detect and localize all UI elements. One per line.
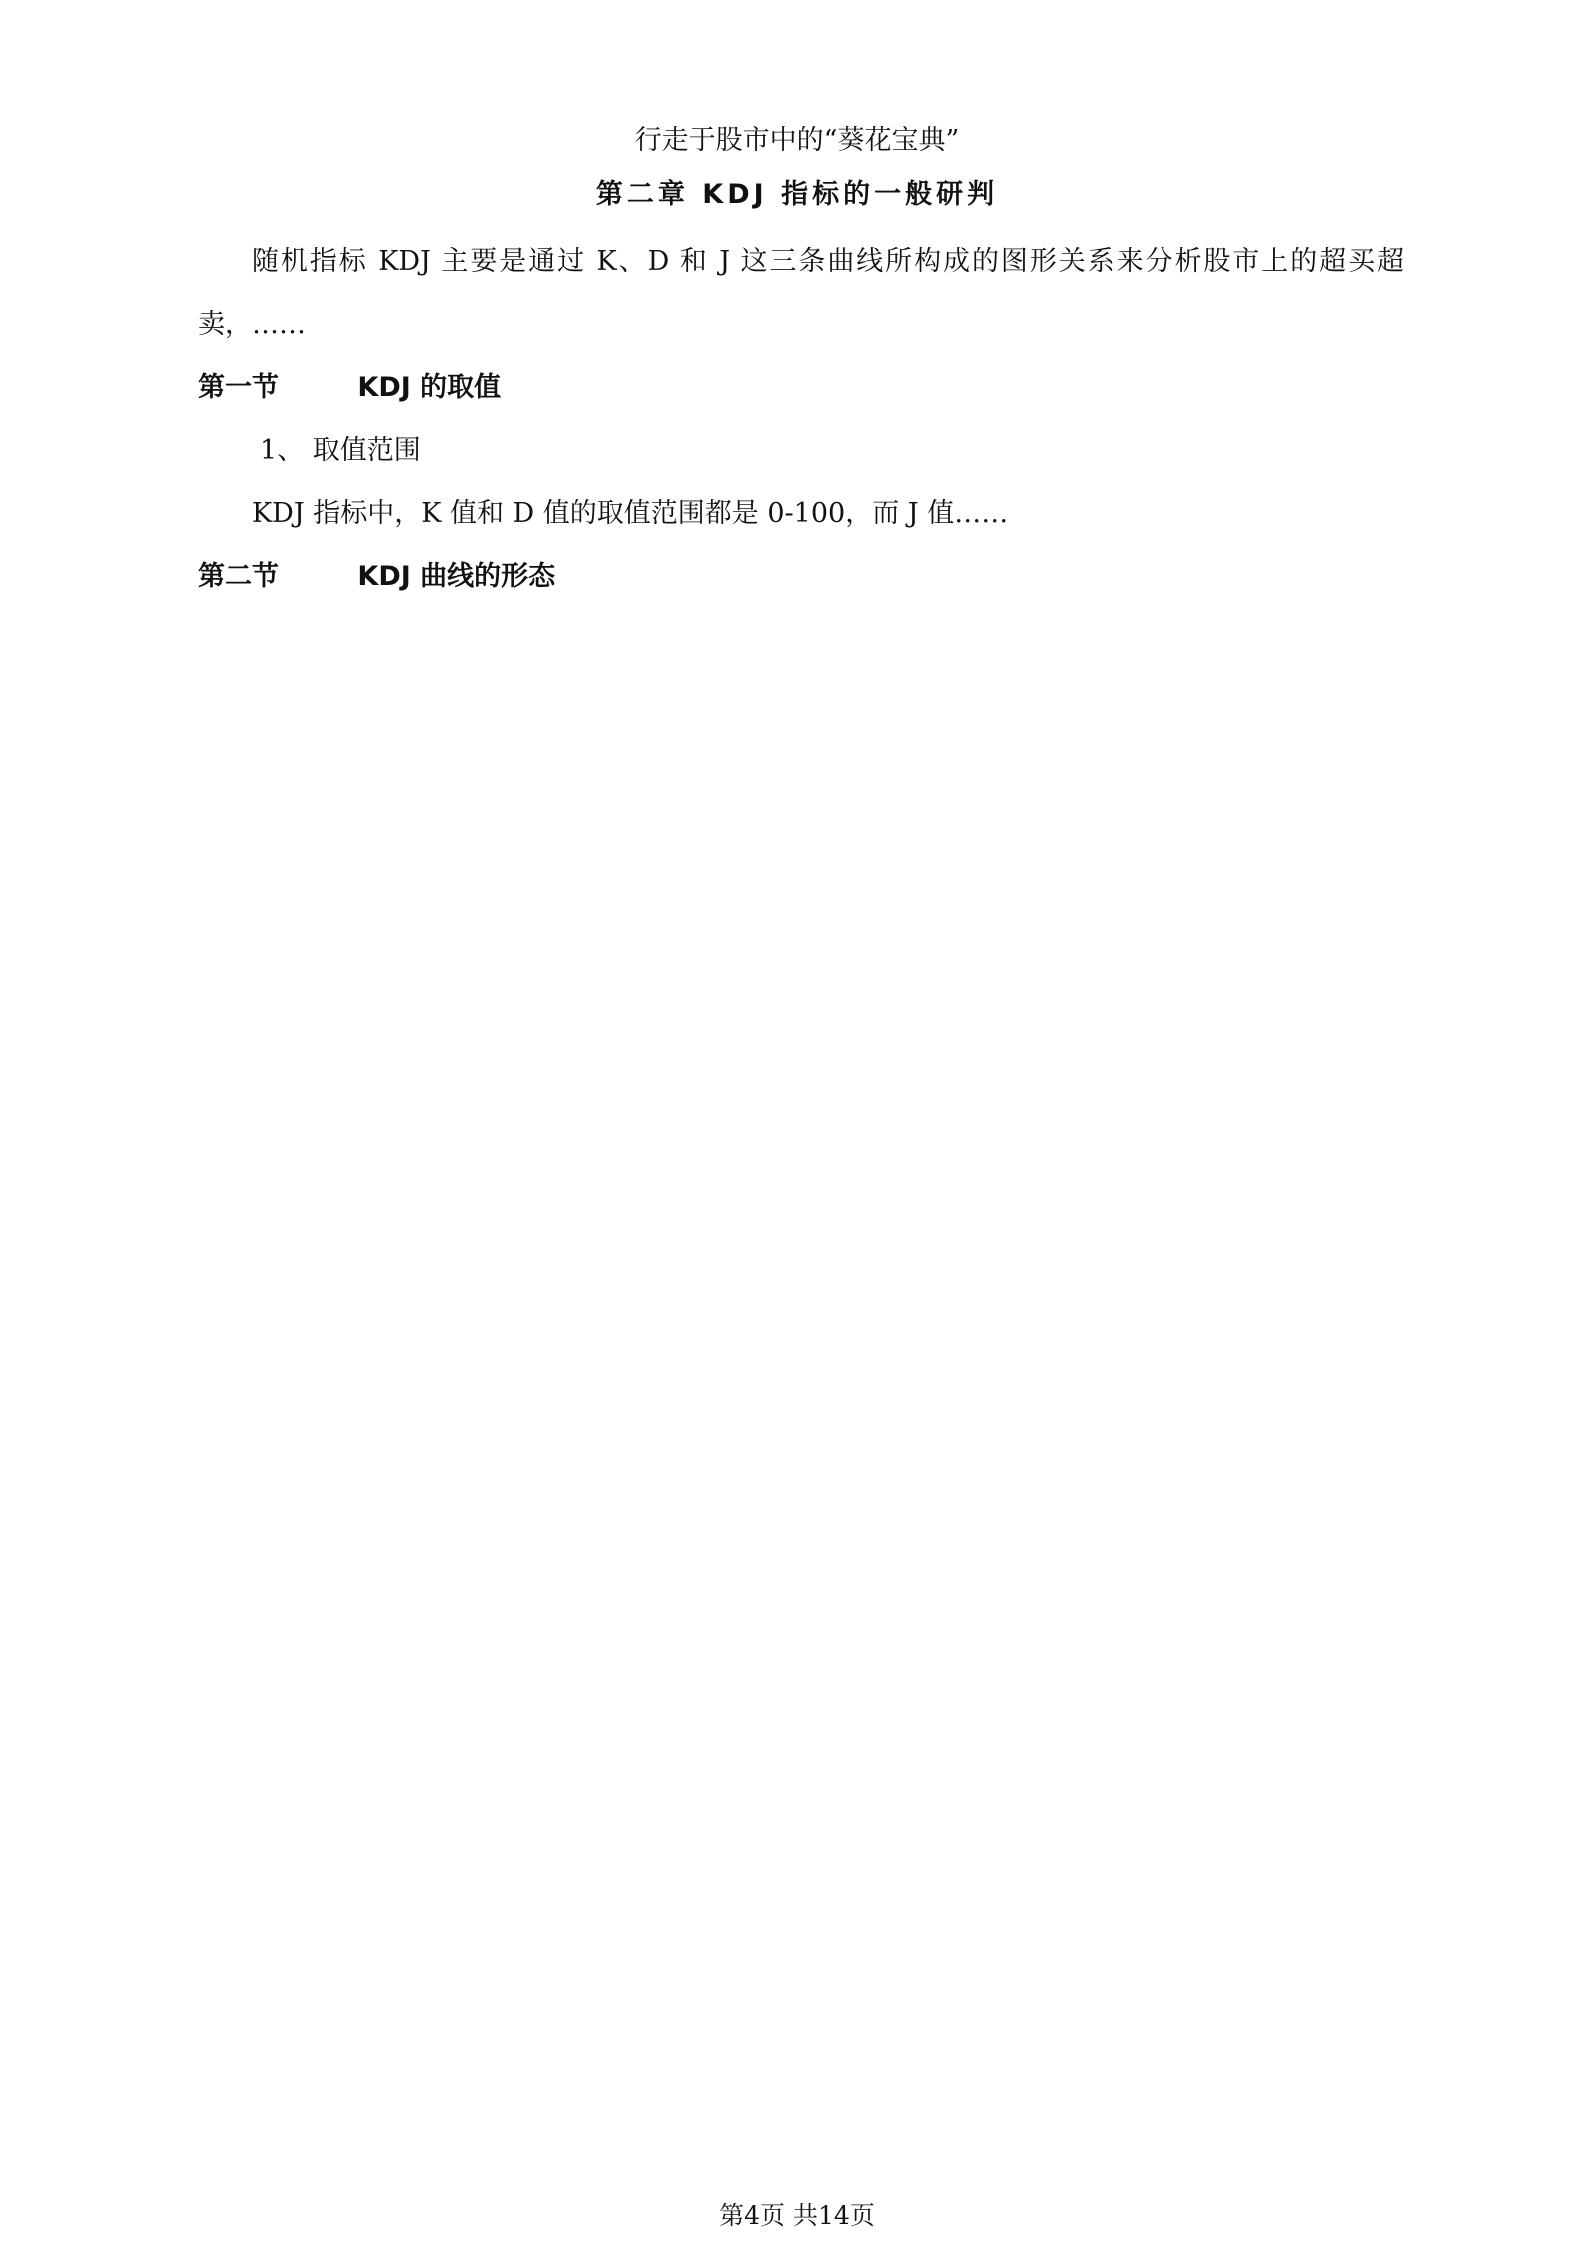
document-header: 行走于股市中的“葵花宝典” [634,125,960,156]
page-footer: 第4页 共14页 [719,2201,875,2230]
section1-heading [198,356,1404,419]
item1-paragraph: KDJ 指标中，K 值和 D 值的取值范围都是 0-100，而 J 值…… [252,498,1009,529]
intro-paragraph: 随机指标 KDJ 主要是通过 K、D 和 J 这三条曲线所构成的图形关系来分析股市上的超买超卖，…… [198,246,1404,340]
document-body [198,230,1404,608]
chapter-title: 第二章 KDJ 指标的一般研判 [595,179,999,210]
section1-number: 第一节 [198,372,279,403]
item1-title: 1、 取值范围 [260,435,421,466]
section1-title: KDJ 的取值 [357,372,502,403]
section2-title: KDJ 曲线的形态 [357,561,556,592]
section2-heading [198,545,1404,608]
section2-number: 第二节 [198,561,279,592]
